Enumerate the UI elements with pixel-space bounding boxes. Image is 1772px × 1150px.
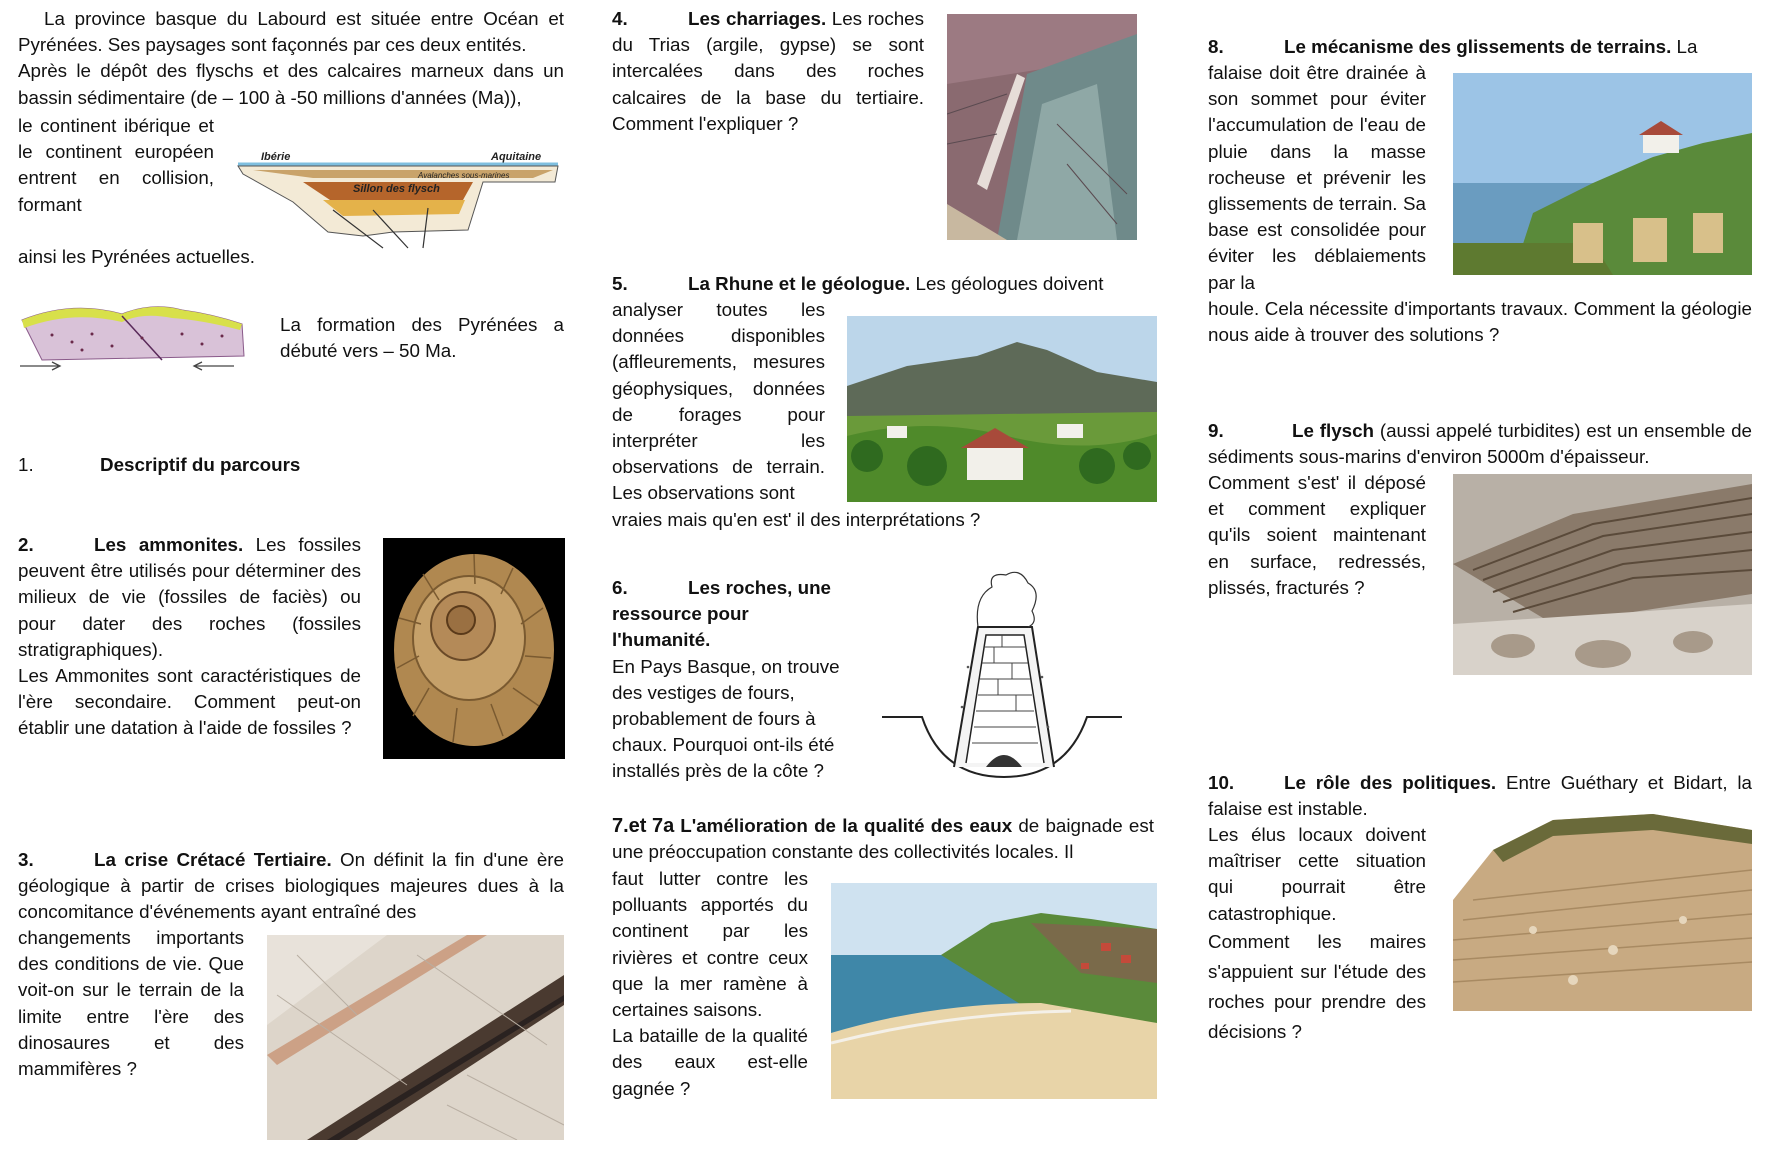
section-10-cont <box>1208 822 1426 1047</box>
section-7-text3: La bataille de la qualité des eaux est-elle gagnée ? <box>612 1025 808 1099</box>
section-3-text: On définit la fin d'une ère géologique à partir de crises biologiques majeures dues à la concomitance d'événements ayant entraîné des <box>18 849 564 923</box>
ammonite-photo <box>383 538 565 759</box>
section-10-text3: Comment les maires s'appuient sur l'étude des roches pour prendre des décisions ? <box>1208 930 1426 1042</box>
section-7-text: de baignade est une préoccupation constante des collectivités locales. Il <box>612 815 1154 863</box>
kt-boundary-photo <box>267 935 564 1140</box>
section-3-title: La crise Crétacé Tertiaire. <box>94 849 332 870</box>
section-5-cont <box>612 297 825 507</box>
section-8-text3: houle. Cela nécessite d'importants travaux. Comment la géologie nous aide à trouver des solutions ? <box>1208 298 1752 346</box>
section-5-text2: analyser toutes les données disponibles (affleurements, mesures géophysiques, données de forages pour interpréter les observations de terrain. Les observations sont <box>612 299 825 504</box>
section-9-cont <box>1208 470 1426 601</box>
section-4-text: Les roches du Trias (argile, gypse) se sont intercalées dans des roches calcaires de la base du tertiaire. Comment l'expliquer ? <box>612 8 924 134</box>
intro-p1: La province basque du Labourd est située entre Océan et Pyrénées. Ses paysages sont façonnés par ces deux entités. <box>18 8 564 56</box>
intro-p5-wrap <box>280 312 564 364</box>
section-5-text: Les géologues doivent <box>910 273 1104 294</box>
section-8 <box>1208 34 1752 60</box>
section-8-text: La <box>1671 36 1698 57</box>
section-3-text2: changements importants des conditions de vie. Que voit-on sur le terrain de la limite entre l'ère des dinosaures et des mammifères ? <box>18 927 244 1080</box>
intro-collision-text <box>18 113 214 218</box>
rhune-photo <box>847 316 1157 502</box>
intro-block <box>18 6 564 111</box>
collision-diagram <box>12 290 252 376</box>
section-5-num: 5. <box>612 273 628 294</box>
section-7-text2: faut lutter contre les polluants apportés du continent par les rivières et contre ceux que la mer ramène à certaines saisons. <box>612 868 808 1021</box>
column-3 <box>1208 0 1752 1150</box>
section-6 <box>612 575 852 785</box>
flysch-photo-icon <box>1453 474 1752 675</box>
section-6-title: Les roches, une ressource pour l'humanité. <box>612 577 831 651</box>
section-1-num: 1. <box>18 454 34 475</box>
section-10-text2: Les élus locaux doivent maîtriser cette situation qui pourrait être catastrophique. <box>1208 824 1426 924</box>
section-2-num: 2. <box>18 534 34 555</box>
section-8-end <box>1208 296 1752 348</box>
ammonite-photo-icon <box>383 538 565 759</box>
section-5-text3: vraies mais qu'en est' il des interprétations ? <box>612 509 981 530</box>
section-9-text2: Comment s'est' il déposé et comment expliquer qu'ils soient maintenant en surface, redressés, plissés, fracturés ? <box>1208 472 1426 598</box>
cliff-house-photo-icon <box>1453 73 1752 275</box>
intro-p5: La formation des Pyrénées a débuté vers – 50 Ma. <box>280 314 564 362</box>
lime-kiln-drawing-icon <box>882 567 1127 785</box>
intro-p4: ainsi les Pyrénées actuelles. <box>18 246 255 267</box>
section-3-num: 3. <box>18 849 34 870</box>
section-3-cont <box>18 925 244 1082</box>
section-3 <box>18 847 564 926</box>
section-7-title: L'amélioration de la qualité des eaux <box>680 815 1013 836</box>
rhune-photo-icon <box>847 316 1157 502</box>
basin-cross-section-diagram <box>233 148 563 250</box>
section-4-title: Les charriages. <box>688 8 827 29</box>
unstable-cliff-photo <box>1453 810 1752 1011</box>
charriage-photo <box>947 14 1137 240</box>
kt-boundary-photo-icon <box>267 935 564 1140</box>
basin-label-sillon: Sillon des flysch <box>353 183 440 195</box>
intro-p2: Après le dépôt des flyschs et des calcaires marneux dans un bassin sédimentaire (de – 100 à -50 millions d'années (Ma)), <box>18 60 564 108</box>
charriage-photo-icon <box>947 14 1137 240</box>
section-10-num: 10. <box>1208 772 1235 793</box>
section-4 <box>612 6 924 137</box>
section-7 <box>612 813 1154 865</box>
section-8-title: Le mécanisme des glissements de terrains. <box>1284 36 1672 57</box>
section-1-title: Descriptif du parcours <box>100 454 301 475</box>
section-10-text: Entre Guéthary et Bidart, la falaise est instable. <box>1208 772 1753 820</box>
section-9-text: (aussi appelé turbidites) est un ensemble de sédiments sous-marins d'environ 5000m d'épaisseur. <box>1208 420 1752 468</box>
section-8-num: 8. <box>1208 36 1224 57</box>
basin-label-aquitaine: Aquitaine <box>491 151 542 163</box>
section-1 <box>18 452 564 478</box>
basin-cross-section-icon <box>233 148 563 250</box>
section-8-text2: falaise doit être drainée à son sommet pour éviter l'accumulation de l'eau de pluie dans la masse rocheuse et prévenir les glissements de terrain. Sa base est consolidée pour éviter les déblaiements par la <box>1208 62 1426 293</box>
section-7-cont <box>612 866 808 1102</box>
basin-label-avalanches: Avalanches sous-marines <box>418 171 510 180</box>
section-2-title: Les ammonites. <box>94 534 244 555</box>
beach-photo-icon <box>831 883 1157 1099</box>
section-9-num: 9. <box>1208 420 1224 441</box>
section-5-end <box>612 507 1154 533</box>
column-2 <box>612 0 1154 1150</box>
intro-p3: le continent ibérique et le continent européen entrent en collision, formant <box>18 115 214 215</box>
section-9-title: Le flysch <box>1292 420 1375 441</box>
section-2 <box>18 532 361 742</box>
collision-diagram-icon <box>12 290 252 376</box>
section-8-cont <box>1208 60 1426 296</box>
section-5 <box>612 271 1154 297</box>
section-7-num: 7.et 7a <box>612 815 675 837</box>
section-2-text: Les fossiles peuvent être utilisés pour déterminer des milieux de vie (fossiles de faciès) ou pour dater des roches (fossiles stratigraphiques). <box>18 534 361 660</box>
section-5-title: La Rhune et le géologue. <box>688 273 911 294</box>
column-1 <box>18 0 564 1150</box>
basin-label-iberie: Ibérie <box>261 151 291 163</box>
section-9 <box>1208 418 1752 470</box>
section-2-text2: Les Ammonites sont caractéristiques de l'ère secondaire. Comment peut-on établir une datation à l'aide de fossiles ? <box>18 665 361 739</box>
section-10-title: Le rôle des politiques. <box>1284 772 1497 793</box>
section-6-num: 6. <box>612 577 628 598</box>
section-4-num: 4. <box>612 8 628 29</box>
section-6-text: En Pays Basque, on trouve des vestiges de fours, probablement de fours à chaux. Pourquoi ont-ils été installés près de la côte ? <box>612 655 840 782</box>
cliff-house-photo <box>1453 73 1752 275</box>
flysch-photo <box>1453 474 1752 675</box>
unstable-cliff-photo-icon <box>1453 810 1752 1011</box>
beach-photo <box>831 883 1157 1099</box>
lime-kiln-drawing <box>882 567 1127 785</box>
